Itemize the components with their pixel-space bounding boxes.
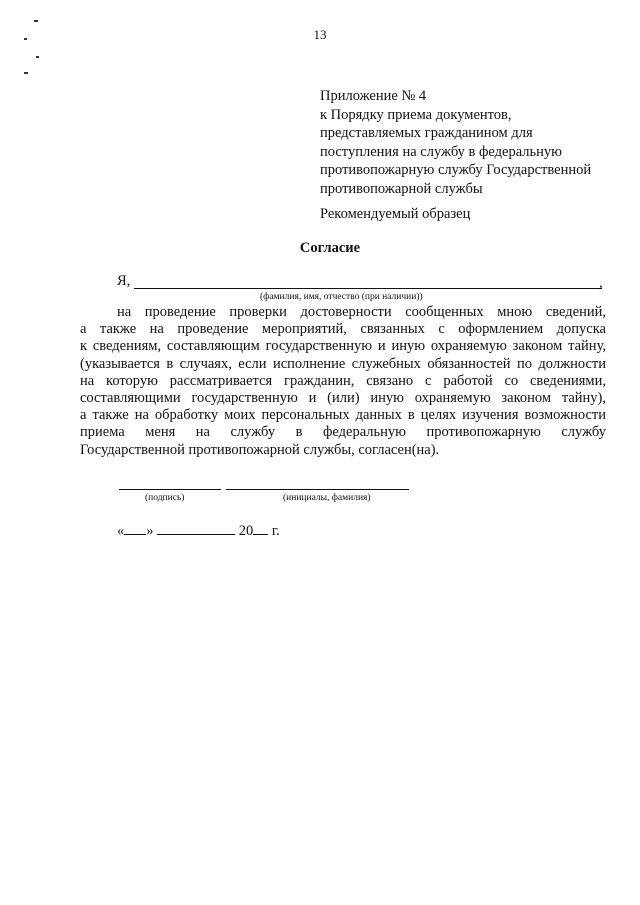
date-row (117, 522, 280, 540)
month-fill-line (157, 522, 235, 535)
paragraph-line: составляющими государственную и (или) иную охраняемую законом тайну), (80, 390, 606, 407)
signature-fill-line (119, 489, 221, 490)
year-prefix: 20 (238, 523, 254, 539)
appendix-line: к Порядку приема документов, (320, 106, 512, 123)
date-close-quote: » (146, 523, 154, 539)
paragraph-line: Государственной противопожарной службы, согласен(на). (80, 441, 440, 458)
paragraph-line: на проведение проверки достоверности сообщенных мною сведений, (117, 304, 606, 320)
paragraph-line: а также на проведение мероприятий, связанных с оформлением допуска (80, 321, 606, 338)
date-open-quote: « (117, 523, 125, 539)
appendix-line: представляемых гражданином для (320, 125, 533, 141)
paragraph-line: (указывается в случаях, если исполнение служебных обязанностей по должности (80, 355, 606, 372)
appendix-header (320, 87, 620, 198)
day-fill-line (124, 522, 146, 535)
appendix-line: противопожарной службы (320, 180, 483, 197)
ya-comma: , (599, 275, 603, 291)
margin-speck (36, 56, 39, 58)
initials-caption: (инициалы, фамилия) (283, 493, 371, 503)
recommended-sample-label: Рекомендуемый образец (320, 206, 471, 222)
appendix-line: Приложение № 4 (320, 88, 427, 104)
margin-speck (24, 72, 28, 74)
appendix-line: противопожарную службу Государственной (320, 162, 592, 178)
appendix-line: поступления на службу в федеральную (320, 143, 562, 160)
year-suffix: г. (271, 523, 280, 539)
consent-paragraph (80, 304, 606, 459)
name-caption: (фамилия, имя, отчество (при наличии)) (260, 292, 423, 302)
paragraph-line: приема меня на службу в федеральную противопожарную службу (80, 424, 606, 441)
name-fill-line (134, 288, 602, 289)
margin-speck (34, 20, 38, 22)
paragraph-line: к сведениям, составляющим государственную и иную охраняемую законом тайну, (80, 338, 606, 355)
paragraph-line: а также на обработку моих персональных данных в целях изучения возможности (80, 407, 606, 424)
signature-caption: (подпись) (145, 493, 185, 503)
ya-label: Я, (117, 273, 131, 289)
initials-fill-line (226, 489, 409, 490)
year-fill-line (253, 522, 268, 535)
document-title: Согласие (299, 240, 361, 256)
paragraph-line: на которую рассматривается гражданин, связано с работой со сведениями, (80, 372, 606, 389)
page-number: 13 (313, 27, 327, 42)
